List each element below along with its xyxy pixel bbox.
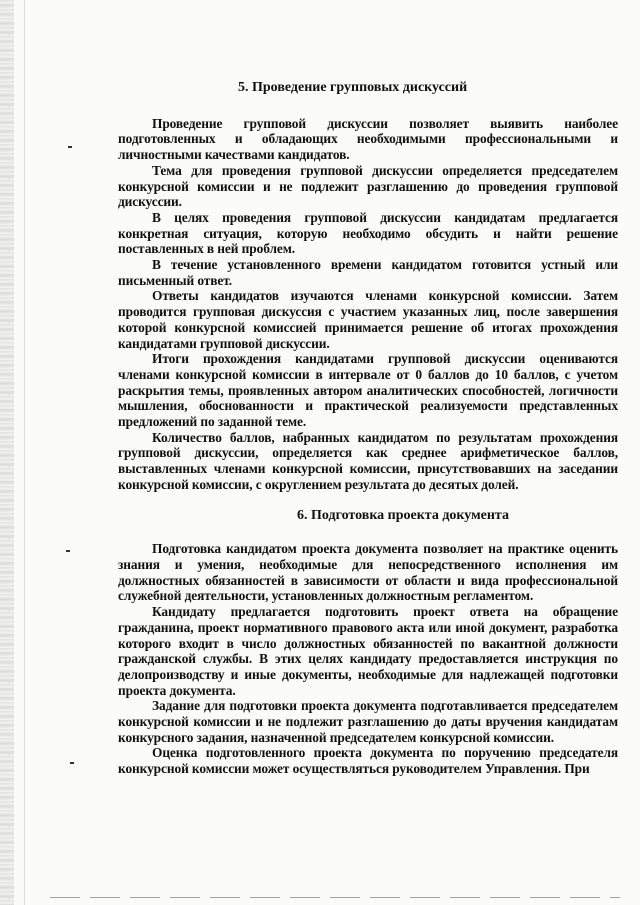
scan-speck [66,550,70,552]
section-5-title: 5. Проведение групповых дискуссий [238,80,468,95]
paragraph: Проведение групповой дискуссии позволяет выявить наиболее подготовленных и обладающих необходимыми профессиональными и личностными качествами кандидатов. [118,115,618,163]
binding-edge [0,0,14,905]
section-5-body [118,116,618,493]
paragraph: Тема для проведения групповой дискуссии определяется председателем конкурсной комиссии и не подлежит разглашению до проведения групповой дискуссии. [118,162,618,210]
scan-speck [68,146,72,148]
section-6-title: 6. Подготовка проекта документа [297,507,509,523]
paragraph: Кандидату предлагается подготовить проект ответа на обращение гражданина, проект нормативного правового акта или иной документ, разработка которого входит в число должностных обязанностей по вакантной должности гражданской службы. В этих целях кандидату предоставляется инструкция по делопроизводству и иные документы, необходимые для надлежащей подготовки проекта документа. [118,604,618,698]
paragraph: Количество баллов, набранных кандидатом по результатам прохождения групповой дискуссии, определяется как среднее арифметическое баллов, выставленных членами конкурсной комиссии, присутствовавших на заседании конкурсной комиссии, с округлением результата до десятых долей. [118,429,618,492]
paragraph: Ответы кандидатов изучаются членами конкурсной комиссии. Затем проводится групповая дискуссия с участием указанных лиц, после завершения которой конкурсной комиссией принимается решение об итогах прохождения кандидатами групповой дискуссии. [118,288,618,351]
page-bottom-rule [50,897,620,898]
paragraph: В течение установленного времени кандидатом готовится устный или письменный ответ. [118,257,618,288]
paragraph: Подготовка кандидатом проекта документа позволяет на практике оценить знания и умения, необходимые для непосредственного исполнения им должностных обязанностей в зависимости от области и вида профессиональной служебной деятельности, установленных должностным регламентом. [118,541,618,604]
paragraph: Итоги прохождения кандидатами групповой дискуссии оцениваются членами конкурсной комиссии в интервале от 0 баллов до 10 баллов, с учетом раскрытия темы, проявленных автором аналитических способностей, логичности мышления, обоснованности и практической реализуемости представленных предложений по заданной теме. [118,351,618,430]
document-body [118,80,618,777]
binding-fold-line [24,0,25,905]
scan-speck [70,762,74,764]
paragraph: Оценка подготовленного проекта документа по поручению председателя конкурсной комиссии может осуществляться руководителем Управления. При [118,745,618,777]
paragraph: В целях проведения групповой дискуссии кандидатам предлагается конкретная ситуация, которую необходимо обсудить и найти решение поставленных в ней проблем. [118,209,618,257]
section-6-body [118,541,618,777]
paragraph: Задание для подготовки проекта документа подготавливается председателем конкурсной комиссии и не подлежит разглашению до даты вручения кандидатам конкурсного задания, назначенной председателем конкурсной комиссии. [118,698,618,745]
